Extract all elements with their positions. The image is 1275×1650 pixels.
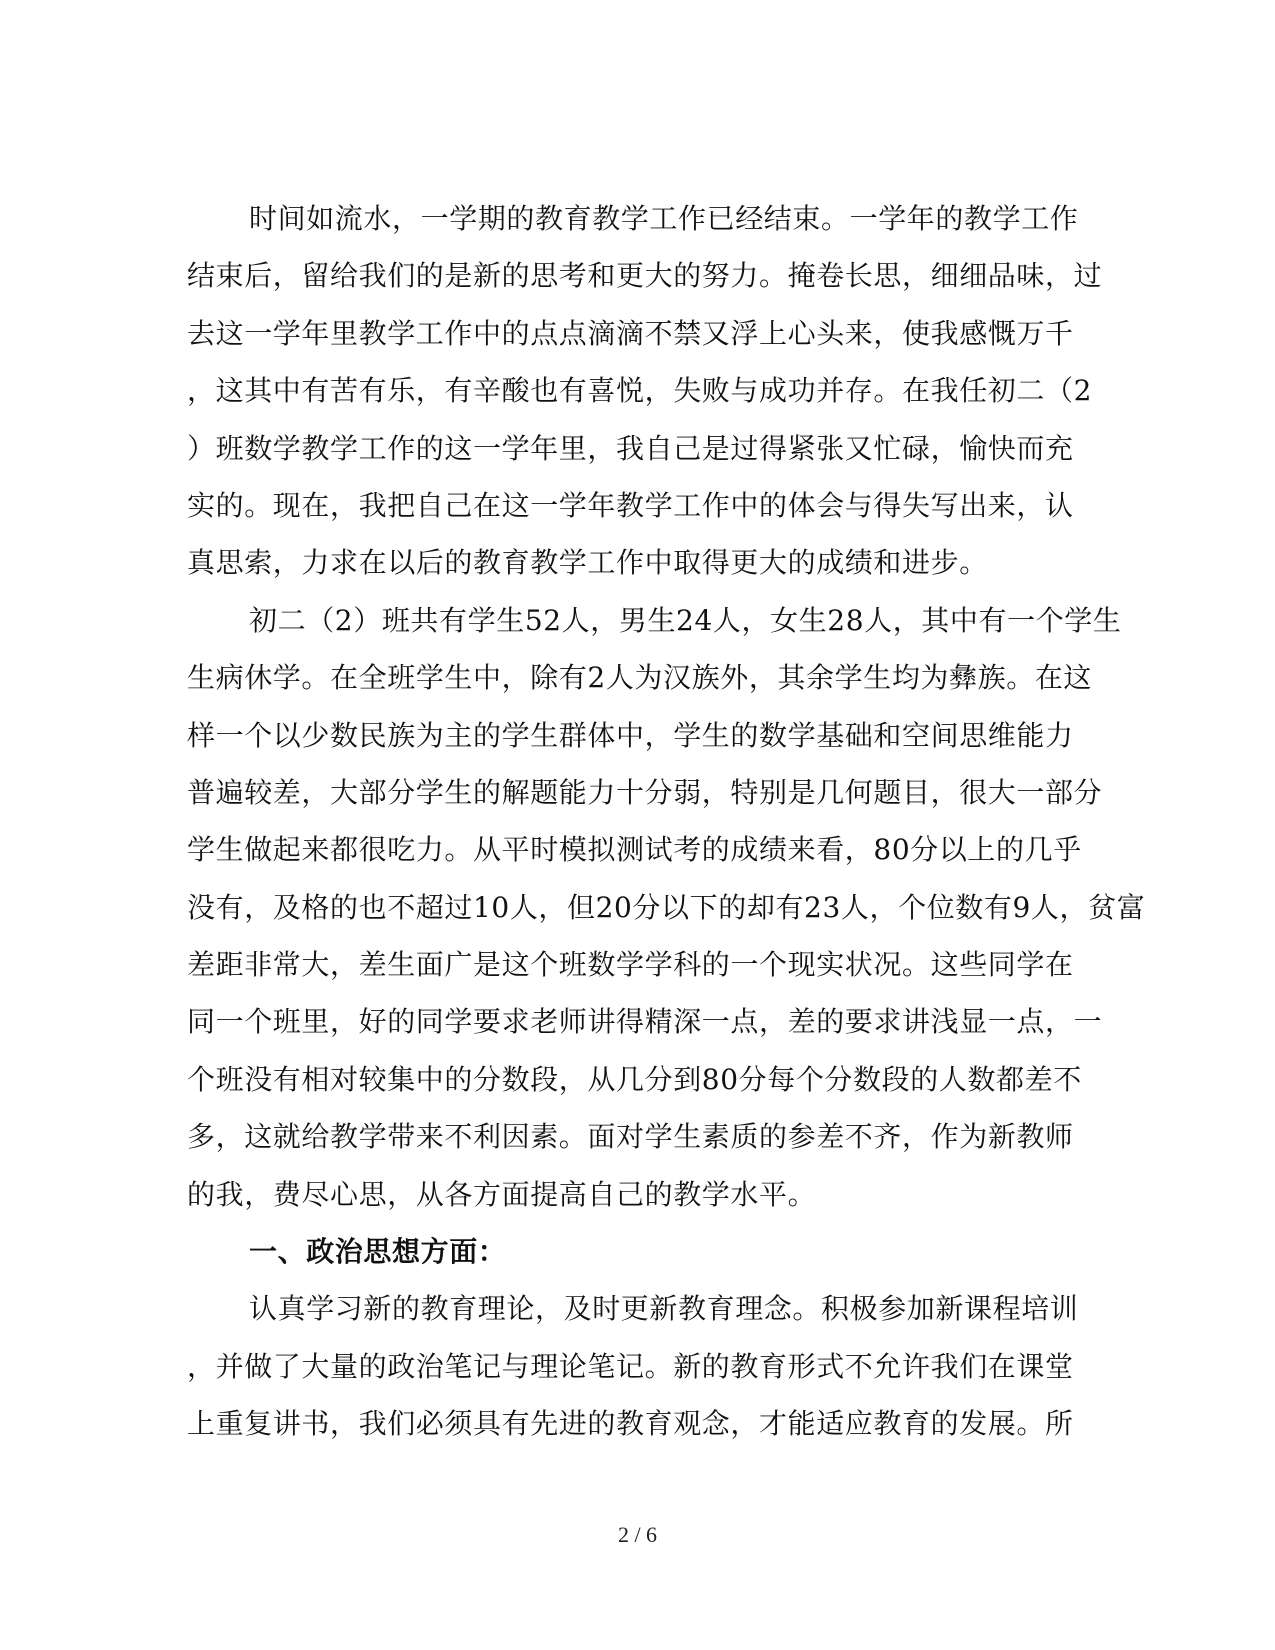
text-line: 多，这就给教学带来不利因素。面对学生素质的参差不齐，作为新教师 (187, 1120, 1074, 1154)
text-line: 的我，费尽心思，从各方面提高自己的教学水平。 (187, 1177, 817, 1211)
text-line: 个班没有相对较集中的分数段，从几分到80分每个分数段的人数都差不 (187, 1062, 1082, 1096)
text-line: 同一个班里，好的同学要求老师讲得精深一点，差的要求讲浅显一点，一 (187, 1005, 1103, 1039)
page-number: 2 / 6 (617, 1522, 658, 1547)
text-line: 生病休学。在全班学生中，除有2人为汉族外，其余学生均为彝族。在这 (187, 661, 1093, 695)
text-line: 上重复讲书，我们必须具有先进的教育观念，才能适应教育的发展。所 (187, 1407, 1074, 1441)
text-line: 实的。现在，我把自己在这一学年教学工作中的体会与得失写出来，认 (187, 488, 1074, 522)
text-line: ，这其中有苦有乐，有辛酸也有喜悦，失败与成功并存。在我任初二（2 (187, 374, 1093, 408)
body-text (187, 190, 1146, 1453)
text-line: 时间如流水，一学期的教育教学工作已经结束。一学年的教学工作 (249, 202, 1079, 235)
text-line: ，并做了大量的政治笔记与理论笔记。新的教育形式不允许我们在课堂 (187, 1349, 1074, 1383)
text-line: 初二（2）班共有学生52人，男生24人，女生28人，其中有一个学生 (249, 603, 1122, 637)
text-line: 去这一学年里教学工作中的点点滴滴不禁又浮上心头来，使我感慨万千 (187, 316, 1074, 350)
text-line: 差距非常大，差生面广是这个班数学学科的一个现实状况。这些同学在 (187, 948, 1074, 982)
text-line: 样一个以少数民族为主的学生群体中，学生的数学基础和空间思维能力 (187, 718, 1074, 752)
text-line: ）班数学教学工作的这一学年里，我自己是过得紧张又忙碌，愉快而充 (187, 431, 1074, 465)
section-heading: 一、政治思想方面： (249, 1235, 507, 1269)
text-line: 学生做起来都很吃力。从平时模拟测试考的成绩来看，80分以上的几乎 (187, 833, 1082, 867)
text-line: 没有，及格的也不超过10人，但20分以下的却有23人，个位数有9人，贫富 (187, 890, 1146, 924)
text-line: 普遍较差，大部分学生的解题能力十分弱，特别是几何题目，很大一部分 (187, 775, 1103, 809)
text-line: 真思索，力求在以后的教育教学工作中取得更大的成绩和进步。 (187, 546, 988, 580)
text-line: 结束后，留给我们的是新的思考和更大的努力。掩卷长思，细细品味，过 (187, 259, 1103, 293)
text-line: 认真学习新的教育理论，及时更新教育理念。积极参加新课程培训 (249, 1292, 1079, 1326)
